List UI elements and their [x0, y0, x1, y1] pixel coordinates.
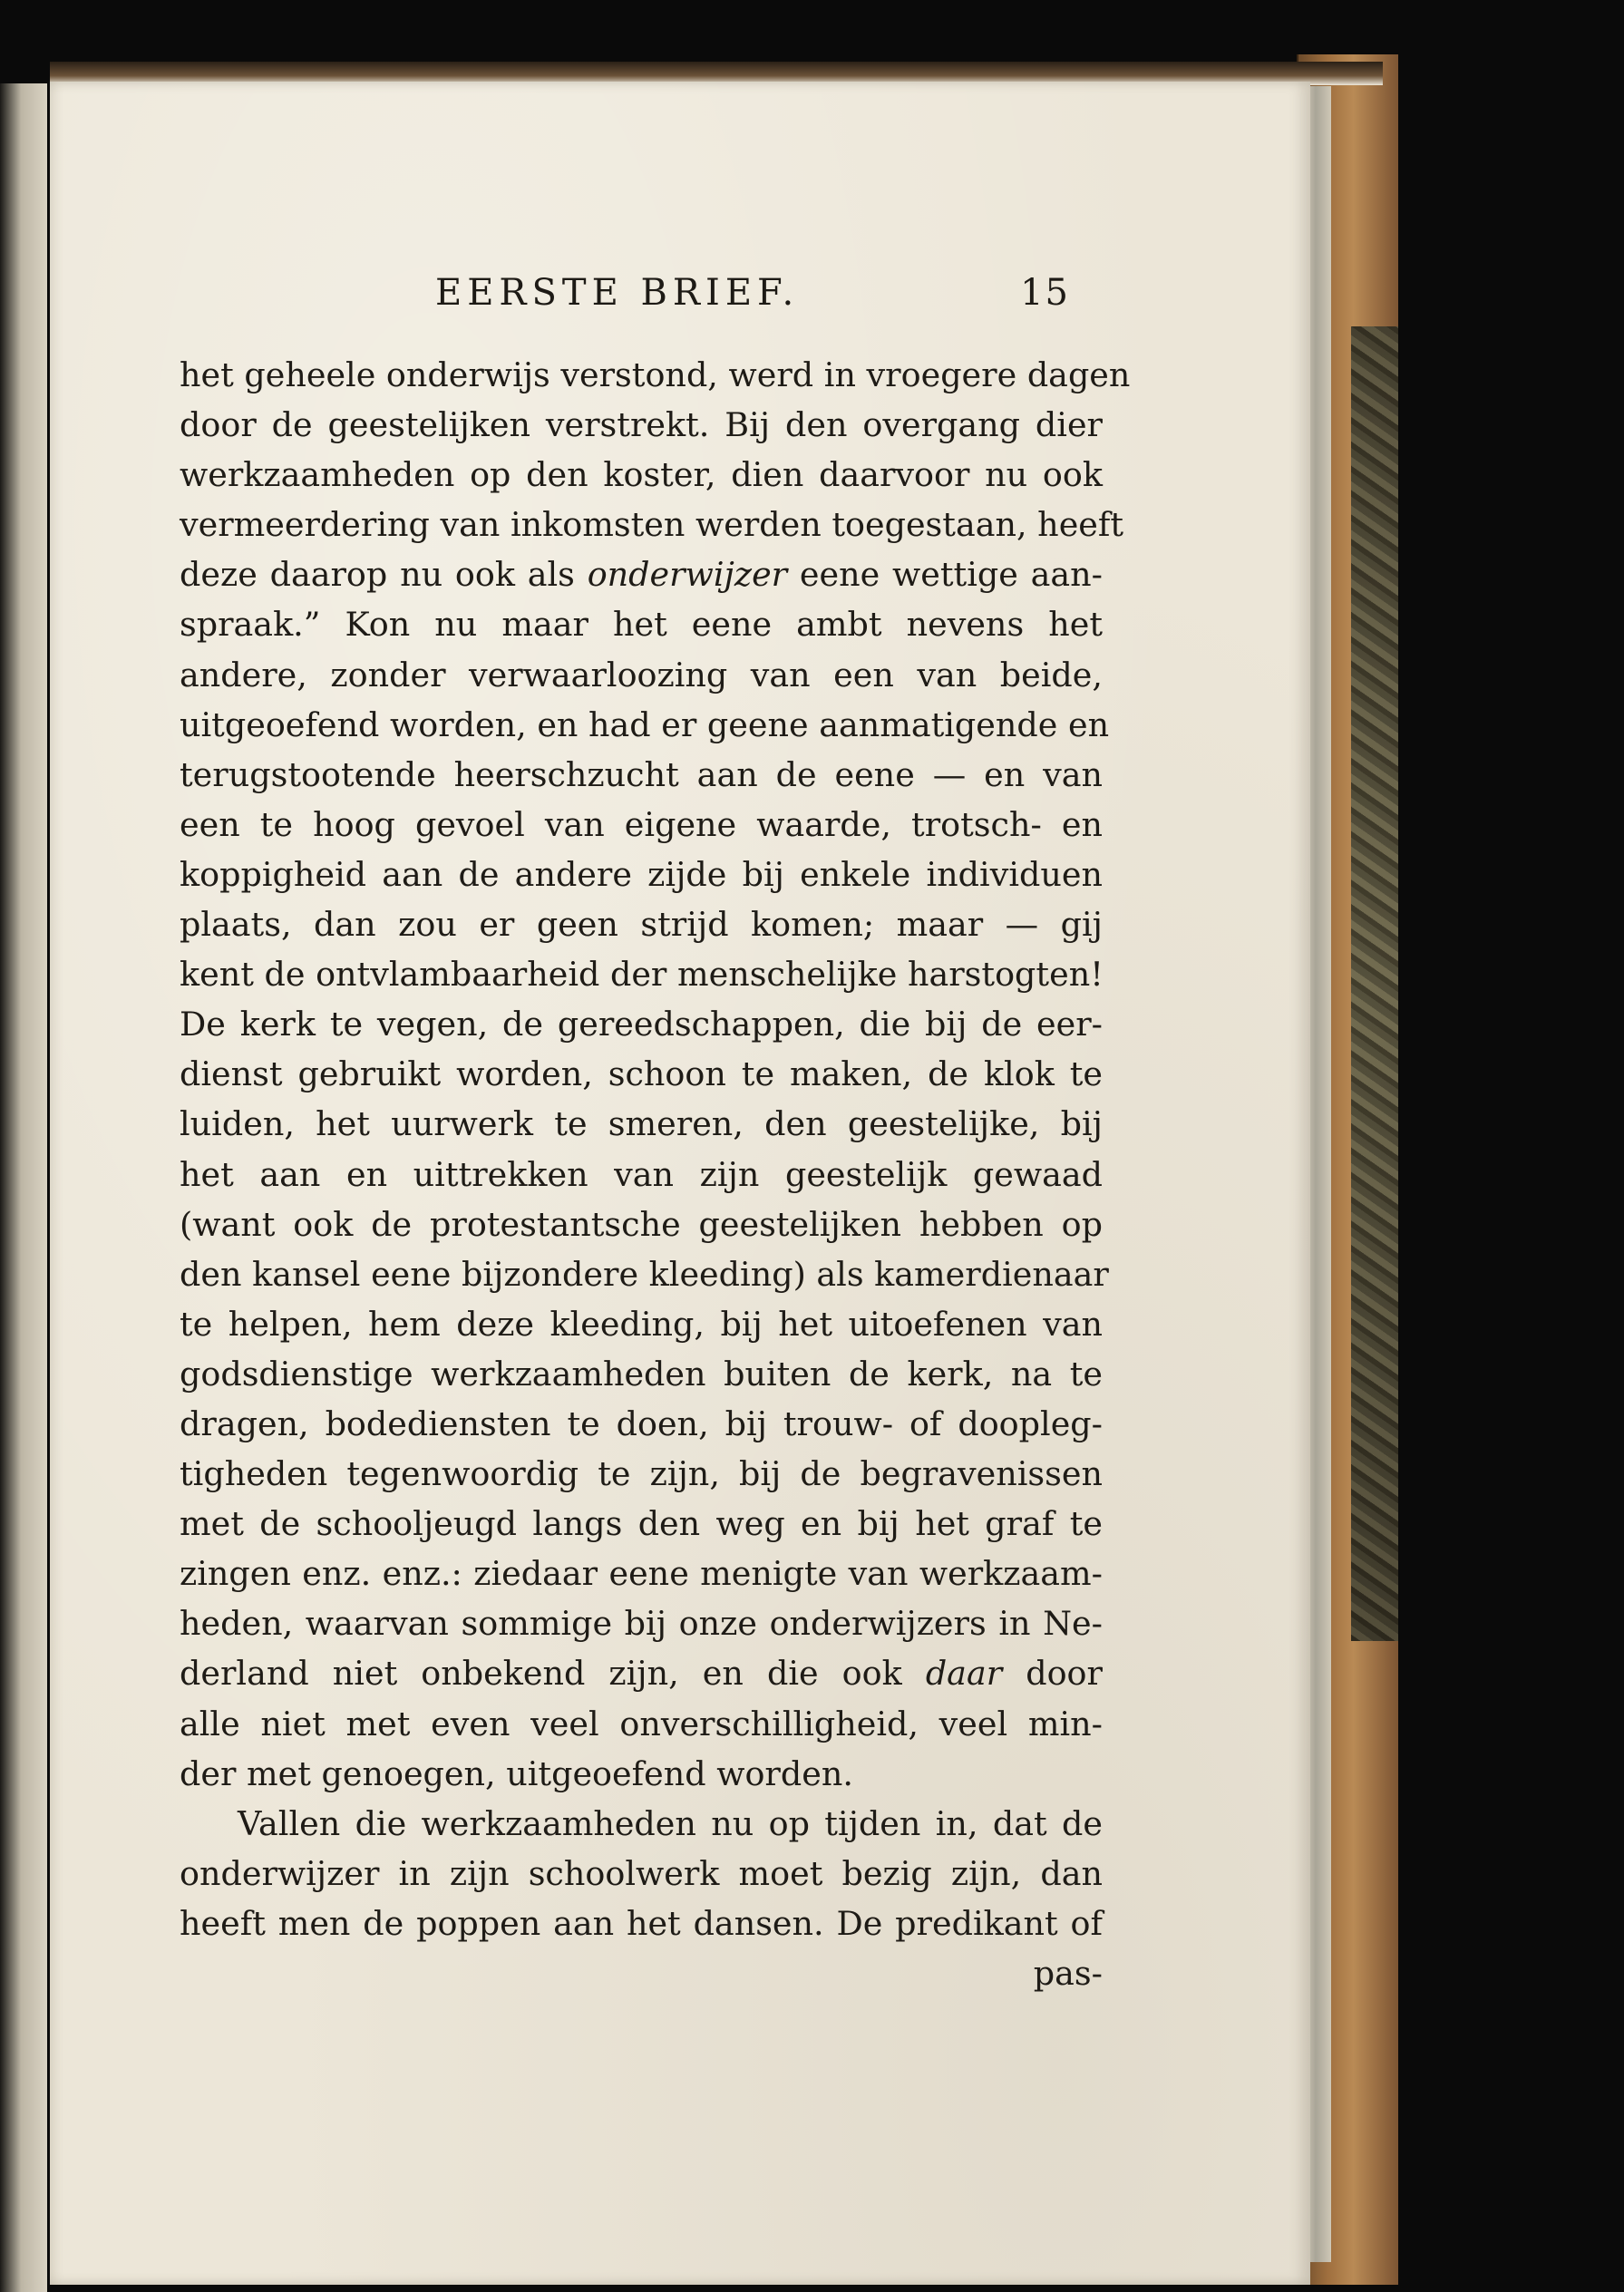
text-line: het aan en uittrekken van zijn geestelijk gewaad — [180, 1154, 1103, 1194]
text-line: uitgeoefend worden, en had er geene aanmatigende en — [180, 704, 1110, 744]
italic-word: daar — [925, 1654, 1003, 1694]
text-line: Vallen die werkzaamheden nu op tijden in, dat de — [238, 1803, 1103, 1843]
catchword: pas- — [1033, 1954, 1103, 1993]
text-line: kent de ontvlambaarheid der menschelijke harstogten! — [180, 955, 1104, 995]
text-line: door de geestelijken verstrekt. Bij den overgang dier — [180, 405, 1103, 445]
text-line: (want ook de protestantsche geestelijken hebben op — [180, 1204, 1103, 1244]
text-line: zingen enz. enz.: ziedaar eene menigte van werkzaam- — [180, 1554, 1103, 1594]
page-number: 15 — [1020, 272, 1070, 314]
text-line: andere, zonder verwaarloozing van een van beide, — [180, 655, 1103, 694]
text-line: De kerk te vegen, de gereedschappen, die bij de eer- — [180, 1005, 1103, 1044]
text-line: heeft men de poppen aan het dansen. De predikant of — [180, 1903, 1103, 1943]
text-line: plaats, dan zou er geen strijd komen; maar — gij — [180, 905, 1103, 945]
text-line: een te hoog gevoel van eigene waarde, trotsch- en — [180, 804, 1103, 844]
text-line: onderwijzer in zijn schoolwerk moet bezig zijn, dan — [180, 1853, 1103, 1893]
text-line: heden, waarvan sommige bij onze onderwijzers in Ne- — [180, 1604, 1103, 1644]
text-line: spraak.” Kon nu maar het eene ambt nevens het — [180, 605, 1103, 645]
left-page-edge — [0, 83, 47, 2292]
text-line: godsdienstige werkzaamheden buiten de kerk, na te — [180, 1354, 1103, 1394]
running-title: EERSTE BRIEF. — [435, 272, 800, 314]
text-line: terugstootende heerschzucht aan de eene — en van — [180, 754, 1103, 794]
text-line: deze daarop nu ook als onderwijzer eene wettige aan- — [180, 555, 1104, 595]
text-line: dragen, bodediensten te doen, bij trouw- of doopleg- — [180, 1403, 1103, 1443]
marbled-endpaper — [1351, 326, 1398, 1641]
text-line: der met genoegen, uitgeoefend worden. — [180, 1753, 853, 1793]
text-line: koppigheid aan de andere zijde bij enkele individuen — [180, 854, 1103, 894]
body-text — [180, 350, 1131, 1998]
text-line: dienst gebruikt worden, schoon te maken, de klok te — [180, 1054, 1103, 1094]
text-line: vermeerdering van inkomsten werden toegestaan, heeft — [180, 505, 1124, 545]
text-line: met de schooljeugd langs den weg en bij het graf te — [180, 1504, 1103, 1544]
text-line: het geheele onderwijs verstond, werd in vroegere dagen — [180, 355, 1131, 394]
text-line: tigheden tegenwoordig te zijn, bij de begravenissen — [180, 1454, 1103, 1494]
text-line: luiden, het uurwerk te smeren, den geestelijke, bij — [180, 1104, 1103, 1144]
text-line: den kansel eene bijzondere kleeding) als kamerdienaar — [180, 1254, 1109, 1294]
text-line: alle niet met even veel onverschilligheid, veel min- — [180, 1704, 1103, 1743]
running-head — [435, 272, 1070, 326]
text-line: te helpen, hem deze kleeding, bij het uitoefenen van — [180, 1304, 1103, 1344]
italic-word: onderwijzer — [587, 555, 788, 595]
text-line: werkzaamheden op den koster, dien daarvoor nu ook — [180, 455, 1103, 495]
text-line: derland niet onbekend zijn, en die ook daar door — [180, 1654, 1103, 1694]
